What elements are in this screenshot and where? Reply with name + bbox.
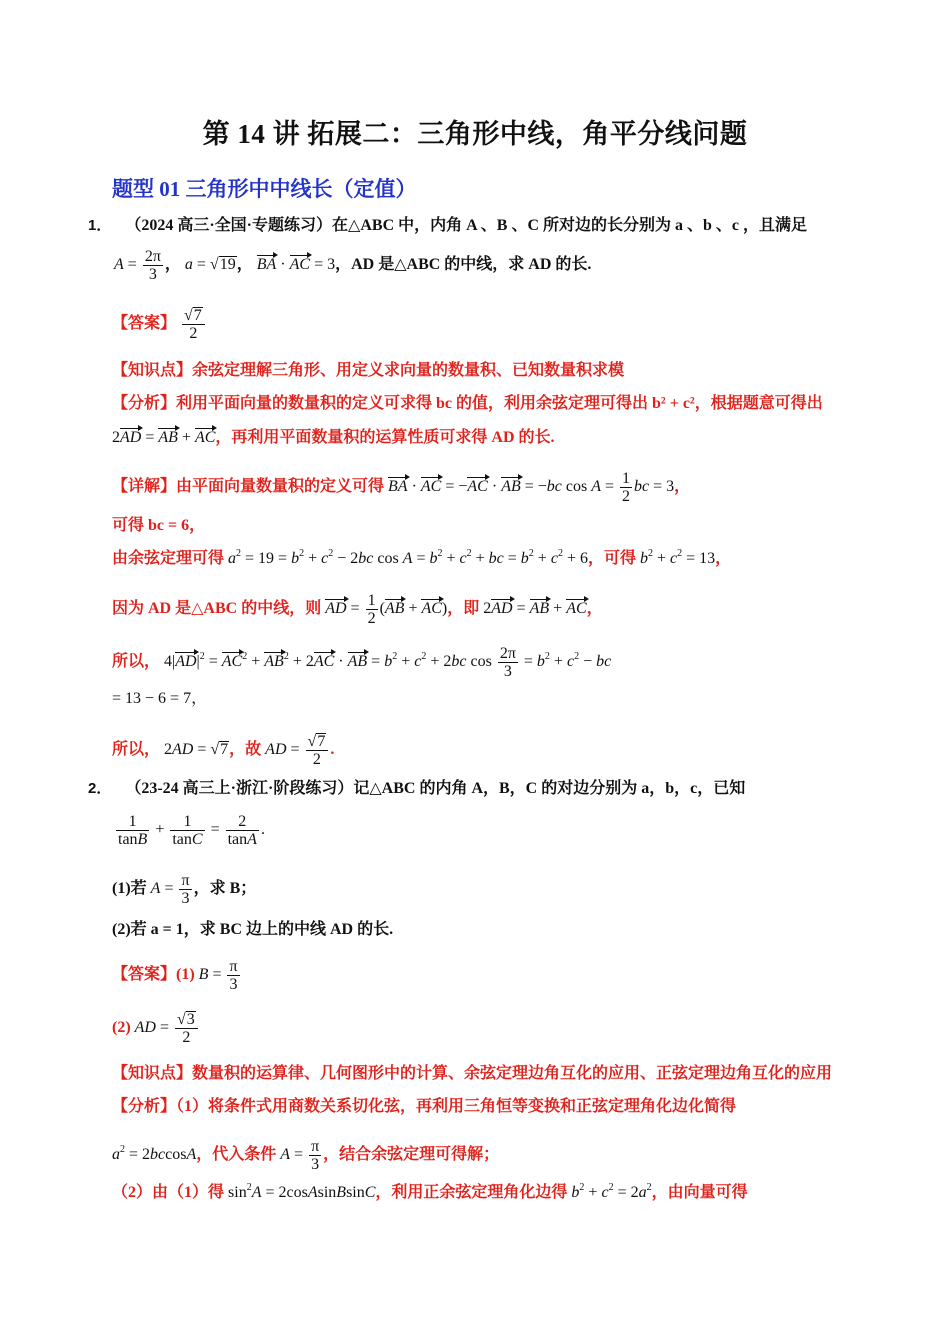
q1-cond-dot: BA · AC = 3 xyxy=(256,256,336,274)
q2-knowledge xyxy=(112,1064,832,1084)
q2-answer-1 xyxy=(112,958,242,993)
q2-analysis-1 xyxy=(112,1097,736,1117)
q2-analysis-text-3c: ，由向量可得 xyxy=(651,1184,748,1201)
q2-condition-formula: $\frac{1}{\tan B}$ + $\frac{1}{\tan C}$ = $\frac{2}{\tan A}$ xyxy=(118,813,257,848)
q2-analysis-formula-2a: $a^2 = 2bccosA$ xyxy=(112,1144,197,1164)
q1-detail-formula-3: $a^2 = 19 = b^2 + c^2 - 2bc$ $\cos A = b^2 + c^2$ + bc = $b^2 + c^2 + 6$ xyxy=(228,548,588,567)
q2-knowledge-label: 【知识点】 xyxy=(112,1065,193,1082)
q1-detail-formula-7b: AD = $\frac{√7}{2}$ xyxy=(265,741,330,758)
q2-analysis-formula-3a: $\sin^2A$ = 2cosAsinBsinC xyxy=(228,1182,376,1201)
q1-detail-text-4a: 因为 AD 是△ABC 的中线，则 xyxy=(112,600,322,618)
section-heading: 题型 01 三角形中中线长（定值） xyxy=(112,177,417,201)
q2-condition: $\frac{1}{\tan B}$ + $\frac{1}{\tan C}$ = $\frac{2}{\tan A}$ . xyxy=(114,813,265,848)
q1-detail-formula-4b: 2AD = AB + AC xyxy=(483,600,587,618)
q2-analysis-text-3a: （2）由（1）得 xyxy=(112,1184,225,1201)
q2-part2: (2)若 a = 1，求 BC 边上的中线 AD 的长. xyxy=(112,921,394,938)
q1-detail-label: 【详解】 xyxy=(112,478,177,496)
q1-number: 1． xyxy=(88,217,112,234)
q2-analysis-2 xyxy=(112,1138,499,1173)
q1-detail-6 xyxy=(112,689,207,709)
q1-conditions: A = $\frac{2\pi}{3}$ ， a = √19， BA · AC = 3，AD 是△ABC 的中线，求 AD 的长. xyxy=(114,248,592,283)
q1-knowledge-label: 【知识点】 xyxy=(112,362,193,379)
q1-analysis-label: 【分析】 xyxy=(112,395,177,412)
q1-detail-text-3a: 由余弦定理可得 xyxy=(112,550,225,567)
q2-ans1-label: (1) xyxy=(176,966,195,984)
q1-detail-7: 所以， 2AD = √7，故 AD = $\frac{√7}{2}$ . xyxy=(112,733,335,768)
q1-detail-text-7b: ，故 xyxy=(229,741,262,759)
q2-part1-formula: A = $\frac{\pi}{3}$ xyxy=(150,872,190,907)
q2-stem-line xyxy=(88,779,745,799)
q1-detail-4: 因为 AD 是△ABC 的中线，则 AD = $\frac{1}{2}$ (AB + AC)，即 2AD = AB + AC， xyxy=(112,592,603,627)
page-title: 第 14 讲 拓展二：三角形中线，角平分线问题 xyxy=(202,119,748,149)
q1-analysis-text-1: 利用平面向量的数量积的定义可求得 bc 的值，利用余弦定理可得出 b² + c²，根据题意可得出 xyxy=(176,395,823,412)
q2-analysis-formula-2b: A = $\frac{\pi}{3}$ xyxy=(280,1138,320,1173)
q1-detail-text-7a: 所以， xyxy=(112,741,161,759)
q1-detail-text-4b: ，即 xyxy=(447,600,480,618)
q1-source: （2024 高三·全国·专题练习） xyxy=(125,217,333,234)
q1-analysis xyxy=(112,394,823,414)
q1-cond-angle: A = $\frac{2\pi}{3}$ xyxy=(114,248,161,283)
q2-stem: 记△ABC 的内角 A，B，C 的对边分别为 a，b，c，已知 xyxy=(353,780,746,797)
q1-analysis-formula: 2AD = AB + AC xyxy=(112,429,216,446)
q1-detail-3: 由余弦定理可得 $a^2 = 19 = b^2 + c^2 - 2bc$ $\cos A = b^2 + c^2$ + bc = $b^2 + c^2 + 6$，可得 $b^2 + c^2 = 13$， xyxy=(112,548,732,567)
q1-knowledge xyxy=(112,361,624,381)
q2-knowledge-text: 数量积的运算律、几何图形中的计算、余弦定理边角互化的应用、正弦定理边角互化的应用 xyxy=(192,1065,833,1082)
q2-analysis-text-2a: ，代入条件 xyxy=(196,1146,277,1164)
q1-knowledge-text: 余弦定理解三角形、用定义求向量的数量积、已知数量积求模 xyxy=(192,362,625,379)
q2-ans1-value: B = $\frac{\pi}{3}$ xyxy=(198,958,238,993)
q2-analysis-text-1: （1）将条件式用商数关系切化弦，再利用三角恒等变换和正弦定理角化边化简得 xyxy=(176,1098,737,1115)
q1-detail-2: 可得 bc = 6， xyxy=(112,517,206,534)
q1-analysis-cont xyxy=(112,428,555,448)
q2-ans2-label: (2) xyxy=(112,1019,131,1037)
q1-answer xyxy=(112,307,207,342)
q1-stem-line xyxy=(88,216,807,236)
q2-analysis-formula-3b: $b^2 + c^2 = 2a^2$ xyxy=(571,1182,652,1201)
q2-part1 xyxy=(112,872,256,907)
q2-part1-tail: ，求 B； xyxy=(193,880,257,898)
q1-analysis-text-2: ，再利用平面数量积的运算性质可求得 AD 的长. xyxy=(215,429,555,446)
q1-detail-text-3b: ，可得 xyxy=(587,550,636,567)
q1-detail-formula-3b: $b^2 + c^2 = 13$ xyxy=(639,548,716,567)
q2-answer-label: 【答案】 xyxy=(112,966,177,984)
q1-cond-side: a = √19 xyxy=(184,256,236,274)
q1-detail-5 xyxy=(112,645,611,680)
q2-source: （23-24 高三上·浙江·阶段练习） xyxy=(125,780,354,797)
q2-number: 2． xyxy=(88,780,112,797)
q1-stem: 在△ABC 中，内角 A 、B 、C 所对边的长分别为 a 、b 、c ，且满足 xyxy=(332,217,808,234)
q1-detail-text-6: = 13 − 6 = 7， xyxy=(112,690,208,707)
q2-answer-2 xyxy=(112,1011,200,1046)
q1-detail-formula-4a: AD = $\frac{1}{2}$ (AB + AC) xyxy=(325,592,448,627)
q1-detail-text-1: 由平面向量数量积的定义可得 xyxy=(176,478,385,496)
q2-part1-label: (1)若 xyxy=(112,880,147,898)
q1-detail-formula-1: BA · AC = −AC · AB = −bc cos A = $\frac{1}{2}$ bc = 3 xyxy=(388,470,675,505)
q2-analysis-3 xyxy=(112,1183,748,1203)
q1-answer-label: 【答案】 xyxy=(112,315,177,333)
q1-detail-1: 【详解】由平面向量数量积的定义可得 BA · AC = −AC · AB = −bc cos A = $\frac{1}{2}$ bc = 3， xyxy=(112,470,691,505)
q2-analysis-text-2b: ，结合余弦定理可得解； xyxy=(323,1146,500,1164)
q1-cond-tail: ，AD 是△ABC 的中线，求 AD 的长. xyxy=(335,256,592,274)
q1-detail-formula-5: $4|AD|^2 = AC^2 + AB^2 + 2AC$ · AB = $b^2 + c^2 + 2bc$ cos $\frac{2\pi}{3}$ = $b^2 + c^2$ − bc xyxy=(164,645,612,680)
q1-answer-value: $\frac{√7}{2}$ xyxy=(182,307,205,342)
q1-detail-formula-7a: 2AD = √7 xyxy=(164,741,229,759)
q1-detail-text-5: 所以， xyxy=(112,653,161,671)
q2-analysis-text-3b: ，利用正余弦定理角化边得 xyxy=(375,1184,568,1201)
q2-analysis-label: 【分析】 xyxy=(112,1098,177,1115)
q2-ans2-value: AD = $\frac{√3}{2}$ xyxy=(135,1019,200,1036)
